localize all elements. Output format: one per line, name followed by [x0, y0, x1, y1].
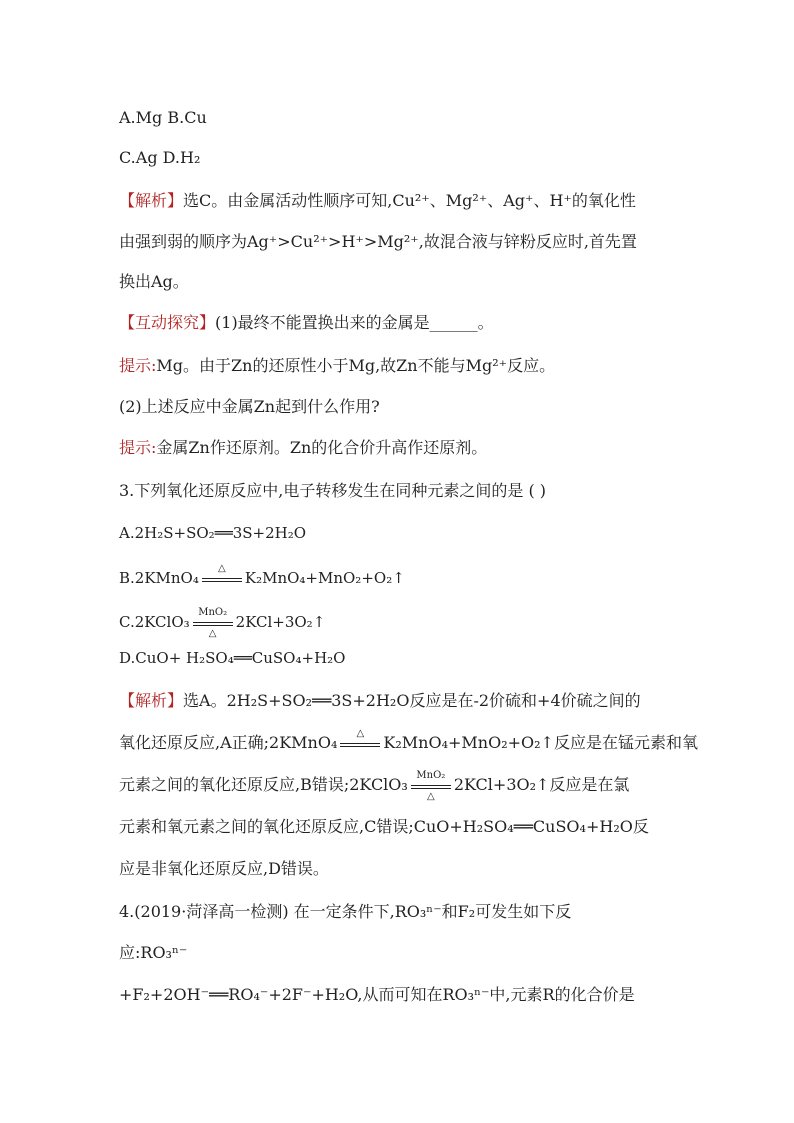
hint-2 [119, 438, 487, 458]
explore-question-2: (2)上述反应中金属Zn起到什么作用? [119, 397, 380, 416]
catalyst-label: MnO₂ [198, 607, 228, 618]
analysis-line-3: 换出Ag。 [119, 272, 189, 291]
q3-analysis-line-1 [119, 691, 641, 711]
q3-analysis-line-5: 应是非氧化还原反应,D错误。 [119, 859, 329, 878]
equation-left: B.2KMnO₄ [119, 569, 199, 587]
explore-text: (1)最终不能置换出来的金属是______。 [215, 313, 494, 332]
option-a-b: A.Mg B.Cu [119, 108, 207, 127]
hint-text: 金属Zn作还原剂。Zn的化合价升高作还原剂。 [156, 438, 488, 457]
reaction-condition [191, 607, 235, 639]
reaction-condition [200, 563, 244, 589]
q3-option-d: D.CuO+ H₂SO₄══CuSO₄+H₂O [119, 649, 346, 667]
explore-question-1 [119, 313, 494, 333]
analysis-text: 选A。2H₂S+SO₂══3S+2H₂O反应是在-2价硫和+4价硫之间的 [183, 691, 641, 710]
option-c-d: C.Ag D.H₂ [119, 148, 201, 167]
analysis-tag: 【解析】 [119, 191, 184, 210]
reaction-condition [338, 727, 382, 754]
analysis-text: 氧化还原反应,A正确;2KMnO₄ [119, 733, 338, 752]
q3-analysis-line-4: 元素和氧元素之间的氧化还原反应,C错误;CuO+H₂SO₄══CuSO₄+H₂O反 [119, 817, 649, 836]
hint-text: Mg。由于Zn的还原性小于Mg,故Zn不能与Mg²⁺反应。 [156, 356, 556, 375]
question-4-line-2: 应:RO₃ⁿ⁻ [119, 943, 188, 962]
q3-option-b [119, 563, 405, 589]
heat-symbol: △ [426, 790, 435, 802]
analysis-line-1 [119, 191, 636, 211]
analysis-text: 2KCl+3O₂↑反应是在氯 [453, 775, 630, 794]
catalyst-label: MnO₂ [416, 769, 446, 781]
hint-1 [119, 356, 555, 376]
q3-option-a: A.2H₂S+SO₂══3S+2H₂O [119, 524, 307, 542]
heat-symbol: △ [356, 727, 365, 739]
equation-right: 2KCl+3O₂↑ [235, 613, 326, 631]
analysis-text: K₂MnO₄+MnO₂+O₂↑反应是在锰元素和氧 [383, 733, 698, 752]
q3-analysis-line-3 [119, 769, 630, 802]
explore-tag: 【互动探究】 [119, 313, 216, 332]
hint-tag: 提示: [119, 356, 157, 375]
analysis-tag: 【解析】 [119, 691, 184, 710]
hint-tag: 提示: [119, 438, 157, 457]
q3-analysis-line-2 [119, 727, 698, 754]
equation-left: C.2KClO₃ [119, 613, 190, 631]
heat-symbol: △ [218, 563, 226, 574]
heat-symbol: △ [208, 628, 217, 639]
analysis-line-2: 由强到弱的顺序为Ag⁺>Cu²⁺>H⁺>Mg²⁺,故混合液与锌粉反应时,首先置 [119, 232, 637, 251]
analysis-text: 选C。由金属活动性顺序可知,Cu²⁺、Mg²⁺、Ag⁺、H⁺的氧化性 [183, 191, 636, 210]
question-3-stem: 3.下列氧化还原反应中,电子转移发生在同种元素之间的是 ( ) [119, 481, 547, 500]
analysis-text: 元素之间的氧化还原反应,B错误;2KClO₃ [119, 775, 408, 794]
q3-option-c [119, 607, 326, 639]
question-4-line-3: +F₂+2OH⁻══RO₄⁻+2F⁻+H₂O,从而可知在RO₃ⁿ⁻中,元素R的化合价是 [119, 985, 635, 1004]
reaction-condition [409, 769, 453, 802]
question-4-line-1: 4.(2019·菏泽高一检测) 在一定条件下,RO₃ⁿ⁻和F₂可发生如下反 [119, 902, 572, 921]
equation-right: K₂MnO₄+MnO₂+O₂↑ [244, 569, 405, 587]
